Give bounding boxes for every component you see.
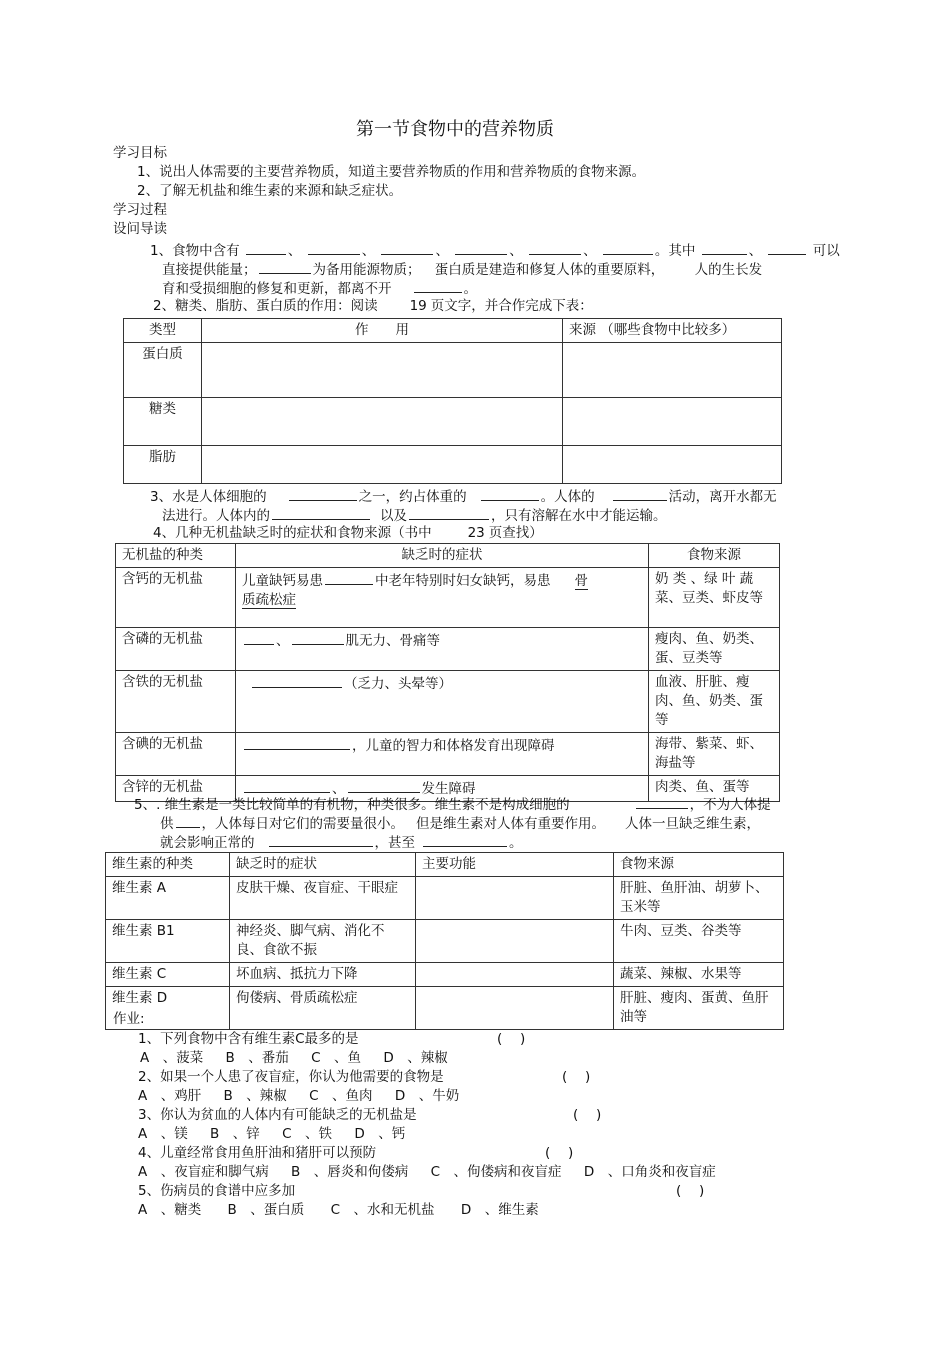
blank[interactable] bbox=[381, 240, 433, 255]
table-row: 含铁的无机盐 （乏力、头晕等） 血液、肝脏、瘦肉、鱼、奶类、蛋等 bbox=[116, 671, 780, 733]
blank[interactable] bbox=[481, 486, 539, 501]
answer-cell[interactable] bbox=[202, 343, 563, 398]
table-header: 缺乏时的症状 bbox=[236, 544, 649, 568]
q5-line3: 就会影响正常的 ，甚至 。 bbox=[160, 832, 523, 853]
option[interactable]: A 、鸡肝 bbox=[138, 1088, 202, 1104]
q1-line3: 育和受损细胞的修复和更新，都离不开 。 bbox=[162, 278, 477, 299]
blank[interactable] bbox=[414, 278, 462, 293]
hw-options bbox=[140, 1049, 448, 1068]
hw-options bbox=[138, 1125, 405, 1144]
table-header: 来源 （哪些食物中比较多） bbox=[563, 319, 782, 343]
table-row: 含钙的无机盐 儿童缺钙易患 中老年特别时妇女缺钙，易患 骨 质疏松症 奶 类 、绿 叶 蔬菜、豆类、虾皮等 bbox=[116, 568, 780, 628]
guide-heading: 设问导读 bbox=[113, 221, 167, 237]
q1-line2: 直接提供能量； 为备用能源物质； 蛋白质是建造和修复人体的重要原料， 人的生长发 bbox=[162, 259, 762, 280]
blank[interactable] bbox=[252, 673, 342, 688]
q1-line1: 1、食物中含有 、 、 、 、 、 。其中 、 可以 bbox=[150, 240, 840, 261]
hw-options bbox=[138, 1163, 716, 1182]
hw-question: 5、伤病员的食谱中应多加 bbox=[138, 1183, 296, 1199]
option[interactable]: B 、蛋白质 bbox=[227, 1202, 305, 1218]
answer-cell[interactable] bbox=[416, 920, 614, 963]
blank[interactable] bbox=[244, 630, 274, 645]
answer-cell[interactable] bbox=[563, 398, 782, 446]
answer-paren[interactable]: ( ) bbox=[573, 1107, 602, 1123]
table-header: 食物来源 bbox=[649, 544, 780, 568]
blank[interactable] bbox=[613, 486, 667, 501]
homework-heading: 作业: bbox=[113, 1011, 145, 1027]
answer-cell[interactable] bbox=[563, 446, 782, 484]
table-header: 食物来源 bbox=[614, 853, 784, 877]
table-header: 类型 bbox=[124, 319, 202, 343]
blank[interactable] bbox=[636, 794, 688, 809]
blank[interactable] bbox=[259, 259, 311, 274]
blank[interactable] bbox=[768, 240, 806, 255]
table-row: 维生素 C 坏血病、抵抗力下降 蔬菜、辣椒、水果等 bbox=[106, 963, 784, 987]
blank[interactable] bbox=[529, 240, 581, 255]
table-row-label: 蛋白质 bbox=[124, 343, 202, 398]
hw-question: 4、儿童经常食用鱼肝油和猪肝可以预防 bbox=[138, 1145, 377, 1161]
blank[interactable] bbox=[409, 505, 489, 520]
answer-paren[interactable]: ( ) bbox=[676, 1183, 705, 1199]
table-header: 主要功能 bbox=[416, 853, 614, 877]
blank[interactable] bbox=[244, 778, 330, 793]
hw-question: 1、下列食物中含有维生素C最多的是 bbox=[138, 1031, 359, 1047]
goals-heading: 学习目标 bbox=[113, 145, 167, 161]
option[interactable]: C 、佝偻病和夜盲症 bbox=[430, 1164, 562, 1180]
option[interactable]: A 、菠菜 bbox=[140, 1050, 204, 1066]
table-row-label: 糖类 bbox=[124, 398, 202, 446]
option[interactable]: A 、夜盲症和脚气病 bbox=[138, 1164, 269, 1180]
goal-item: 2、了解无机盐和维生素的来源和缺乏症状。 bbox=[137, 183, 403, 199]
q4-line: 4、几种无机盐缺乏时的症状和食物来源（书中 23 页查找） bbox=[153, 525, 543, 541]
blank[interactable] bbox=[244, 735, 350, 750]
page-title: 第一节食物中的营养物质 bbox=[356, 119, 554, 140]
goal-item: 1、说出人体需要的主要营养物质，知道主要营养物质的作用和营养物质的食物来源。 bbox=[137, 164, 646, 180]
hw-question: 3、你认为贫血的人体内有可能缺乏的无机盐是 bbox=[138, 1107, 417, 1123]
option[interactable]: D 、口角炎和夜盲症 bbox=[583, 1164, 716, 1180]
blank[interactable] bbox=[272, 505, 370, 520]
option[interactable]: A 、镁 bbox=[138, 1126, 188, 1142]
q3-line1: 3、水是人体细胞的 之一，约占体重的 。人体的 活动，离开水都无 bbox=[150, 486, 777, 507]
blank[interactable] bbox=[176, 813, 200, 828]
q5-line1: 5、. 维生素是一类比较简单的有机物，种类很多。维生素不是构成细胞的 ，不为人体提 bbox=[134, 794, 771, 815]
answer-paren[interactable]: ( ) bbox=[545, 1145, 574, 1161]
answer-cell[interactable] bbox=[202, 398, 563, 446]
blank[interactable] bbox=[455, 240, 507, 255]
q5-line2: 供 ，人体每日对它们的需要量很小。 但是维生素对人体有重要作用。 人体一旦缺乏维生素， bbox=[160, 813, 760, 834]
blank[interactable] bbox=[292, 630, 344, 645]
hw-question: 2、如果一个人患了夜盲症，你认为他需要的食物是 bbox=[138, 1069, 444, 1085]
answer-cell[interactable] bbox=[202, 446, 563, 484]
option[interactable]: D 、牛奶 bbox=[394, 1088, 460, 1104]
blank[interactable] bbox=[269, 832, 373, 847]
blank[interactable] bbox=[603, 240, 653, 255]
option[interactable]: C 、铁 bbox=[282, 1126, 333, 1142]
table-row: 维生素 A 皮肤干燥、夜盲症、干眼症 肝脏、鱼肝油、胡萝卜、玉米等 bbox=[106, 877, 784, 920]
table-header: 维生素的种类 bbox=[106, 853, 230, 877]
blank[interactable] bbox=[423, 832, 507, 847]
blank[interactable] bbox=[325, 570, 373, 585]
answer-paren[interactable]: ( ) bbox=[497, 1031, 526, 1047]
table-header: 作 用 bbox=[202, 319, 563, 343]
vitamin-table bbox=[105, 852, 784, 1030]
nutrient-table bbox=[123, 318, 782, 484]
table-header: 无机盐的种类 bbox=[116, 544, 236, 568]
answer-cell[interactable] bbox=[416, 877, 614, 920]
answer-cell[interactable] bbox=[416, 963, 614, 987]
blank[interactable] bbox=[308, 240, 360, 255]
answer-cell[interactable] bbox=[563, 343, 782, 398]
blank[interactable] bbox=[289, 486, 357, 501]
option[interactable]: D 、维生素 bbox=[460, 1202, 539, 1218]
option[interactable]: B 、番茄 bbox=[225, 1050, 289, 1066]
mineral-table bbox=[115, 543, 780, 802]
option[interactable]: C 、水和无机盐 bbox=[330, 1202, 435, 1218]
table-row: 维生素 D 佝偻病、骨质疏松症 肝脏、瘦肉、蛋黄、鱼肝油等 bbox=[106, 987, 784, 1030]
hw-options bbox=[138, 1087, 459, 1106]
option[interactable]: B 、唇炎和佝偻病 bbox=[291, 1164, 409, 1180]
option[interactable]: D 、钙 bbox=[354, 1126, 406, 1142]
option[interactable]: C 、鱼肉 bbox=[309, 1088, 373, 1104]
option[interactable]: D 、辣椒 bbox=[383, 1050, 448, 1066]
blank[interactable] bbox=[246, 240, 286, 255]
answer-cell[interactable] bbox=[416, 987, 614, 1030]
table-header: 缺乏时的症状 bbox=[230, 853, 416, 877]
table-row: 含磷的无机盐 、 肌无力、骨痛等 瘦肉、鱼、奶类、蛋、豆类等 bbox=[116, 628, 780, 671]
option[interactable]: B 、辣椒 bbox=[223, 1088, 287, 1104]
q2-line: 2、糖类、脂肪、蛋白质的作用：阅读 19 页文字，并合作完成下表： bbox=[153, 298, 593, 314]
option[interactable]: B 、锌 bbox=[210, 1126, 260, 1142]
table-row: 含碘的无机盐 ，儿童的智力和体格发育出现障碍 海带、紫菜、虾、海盐等 bbox=[116, 733, 780, 776]
table-row: 含锌的无机盐 、 发生障碍 肉类、鱼、蛋等 bbox=[116, 776, 780, 802]
option[interactable]: A 、糖类 bbox=[138, 1202, 202, 1218]
table-row: 维生素 B1 神经炎、脚气病、消化不良、食欲不振 牛肉、豆类、谷类等 bbox=[106, 920, 784, 963]
answer-paren[interactable]: ( ) bbox=[562, 1069, 591, 1085]
hw-options bbox=[138, 1201, 539, 1220]
option[interactable]: C 、鱼 bbox=[311, 1050, 362, 1066]
q3-line2: 法进行。人体内的 以及 ，只有溶解在水中才能运输。 bbox=[162, 505, 667, 526]
process-heading: 学习过程 bbox=[113, 202, 167, 218]
blank[interactable] bbox=[702, 240, 747, 255]
blank[interactable] bbox=[348, 778, 420, 793]
table-row-label: 脂肪 bbox=[124, 446, 202, 484]
